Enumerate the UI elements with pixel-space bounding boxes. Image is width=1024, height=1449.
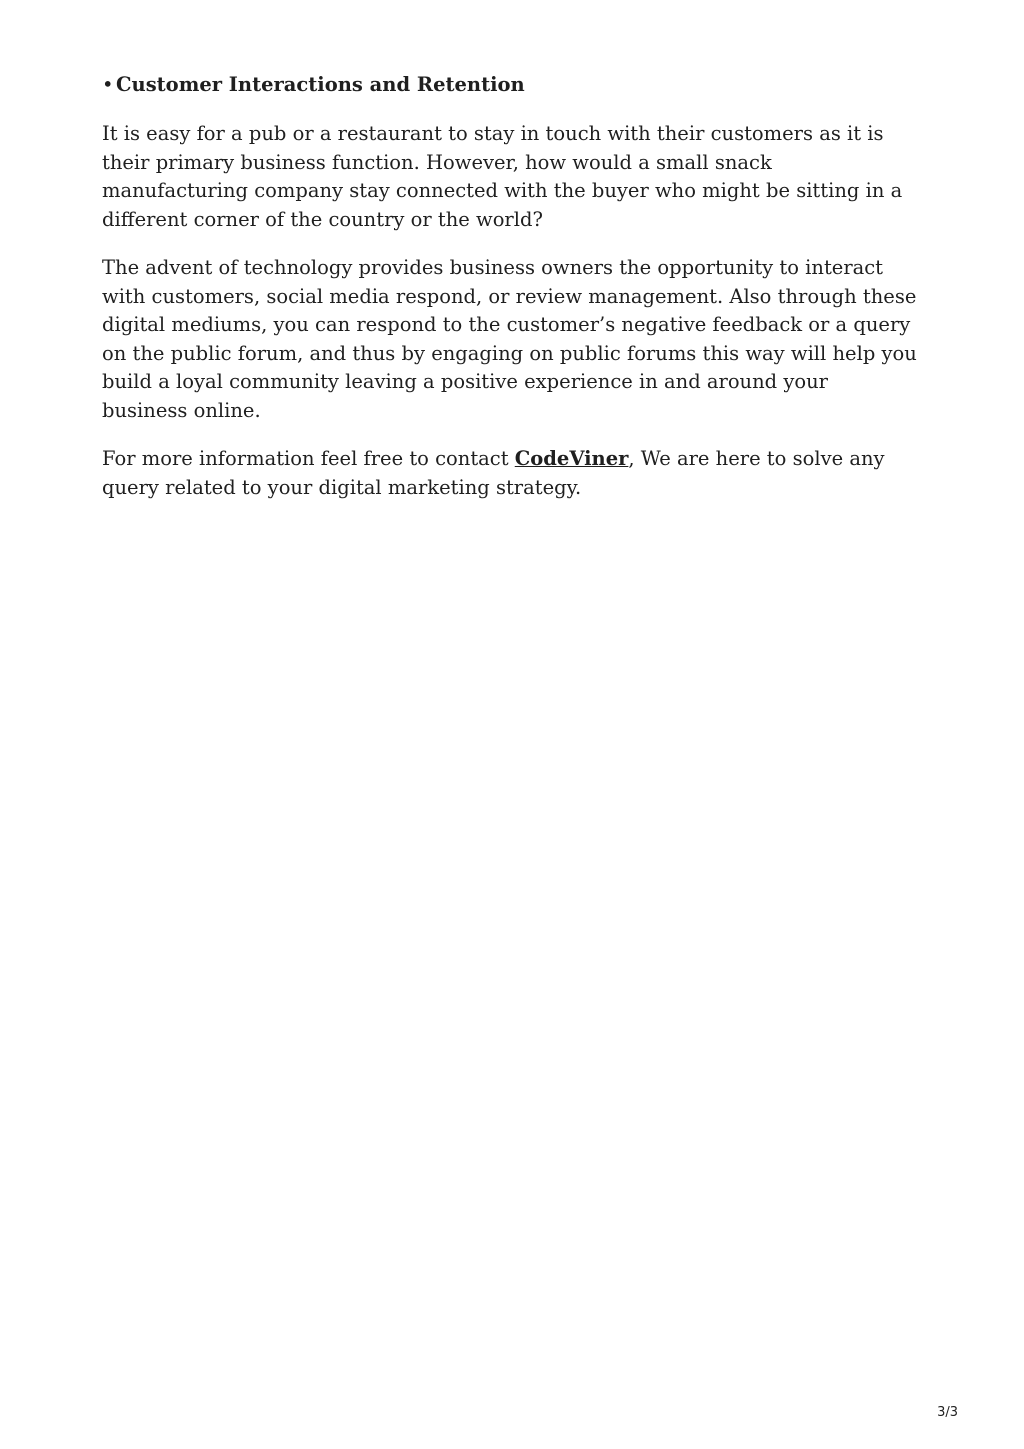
codeviner-link[interactable]: CodeViner [514, 447, 629, 470]
section-heading-text: Customer Interactions and Retention [116, 73, 525, 96]
page-number: 3/3 [937, 1405, 958, 1420]
article-content [102, 70, 917, 522]
contact-text-before: For more information feel free to contact [102, 447, 515, 470]
bullet-marker: • [102, 73, 114, 96]
paragraph-customer-contact: It is easy for a pub or a restaurant to stay in touch with their customers as it is their primary business function. However, how would a small snack manufacturing company stay connected with the buyer who might be sitting in a different corner of the country or the world? [102, 122, 903, 231]
contact-text-after: , We are here to solve any query related to your digital marketing strategy. [102, 447, 885, 499]
paragraph-contact-info [102, 445, 917, 502]
section-heading [102, 70, 917, 100]
paragraph-technology: The advent of technology provides business owners the opportunity to interact with customers, social media respond, or review management. Also through these digital mediums, you can respond to the customer’s negative feedback or a query on the public forum, and thus by engaging on public forums this way will help you build a loyal community leaving a positive experience in and around your business online. [102, 256, 917, 422]
